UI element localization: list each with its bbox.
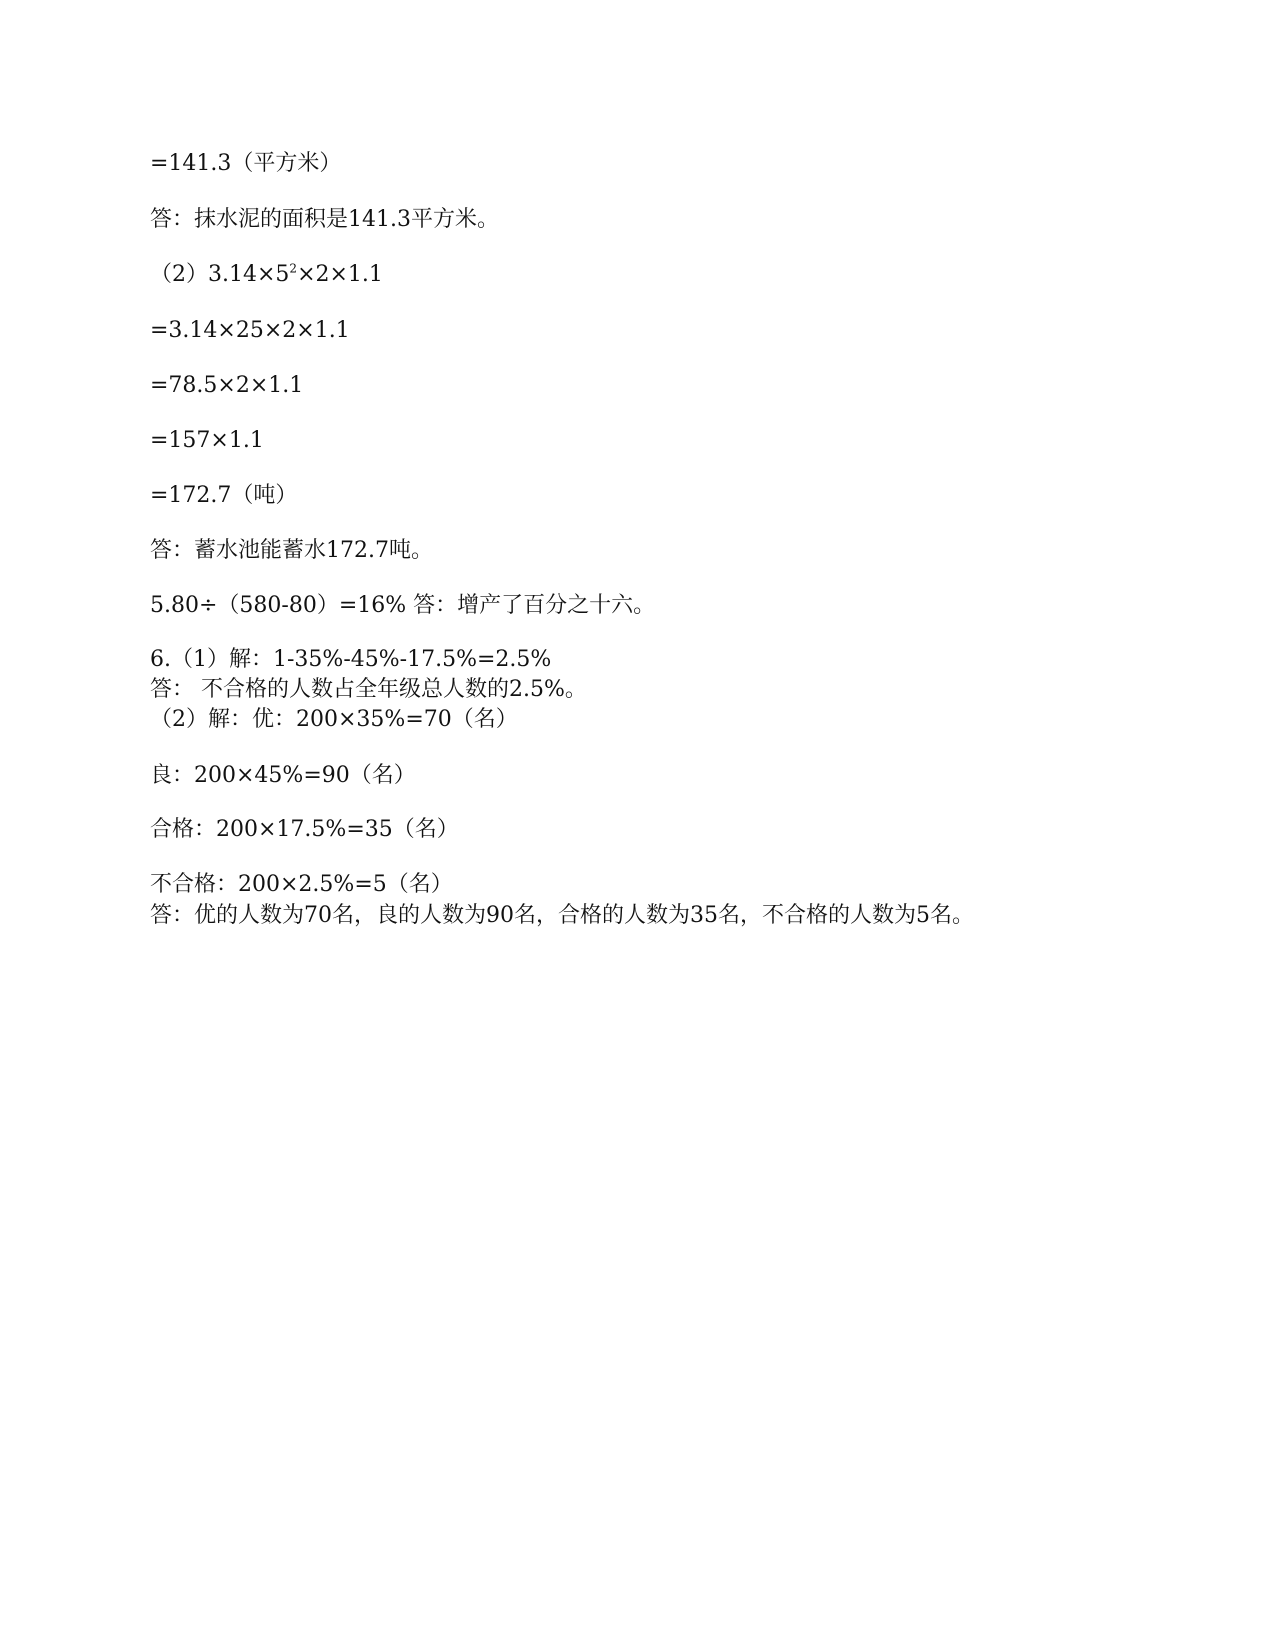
text-line: =78.5×2×1.1 bbox=[150, 373, 304, 398]
formula-text: ×2×1.1 bbox=[297, 262, 383, 287]
answer-line: 答：蓄水池能蓄水172.7吨。 bbox=[150, 538, 433, 563]
text-line: 良：200×45%=90（名） bbox=[150, 763, 416, 788]
text-line: 5.80÷（580-80）=16% 答：增产了百分之十六。 bbox=[150, 593, 656, 618]
answer-line: 答： 不合格的人数占全年级总人数的2.5%。 bbox=[150, 677, 587, 702]
text-line: =157×1.1 bbox=[150, 428, 264, 453]
text-line: =172.7（吨） bbox=[150, 483, 298, 508]
text-line: =141.3（平方米） bbox=[150, 151, 342, 176]
text-line: =3.14×25×2×1.1 bbox=[150, 318, 350, 343]
text-line: 不合格：200×2.5%=5（名） bbox=[150, 872, 453, 897]
text-line: （2）解：优：200×35%=70（名） bbox=[150, 707, 518, 732]
superscript: 2 bbox=[289, 261, 298, 276]
formula-text: （2）3.14×5 bbox=[150, 262, 290, 287]
answer-line: 答：抹水泥的面积是141.3平方米。 bbox=[150, 207, 499, 232]
answer-line: 答：优的人数为70名，良的人数为90名，合格的人数为35名，不合格的人数为5名。 bbox=[150, 903, 974, 928]
text-line: 合格：200×17.5%=35（名） bbox=[150, 817, 459, 842]
formula-line bbox=[150, 261, 383, 289]
text-line: 6.（1）解：1-35%-45%-17.5%=2.5% bbox=[150, 647, 552, 672]
